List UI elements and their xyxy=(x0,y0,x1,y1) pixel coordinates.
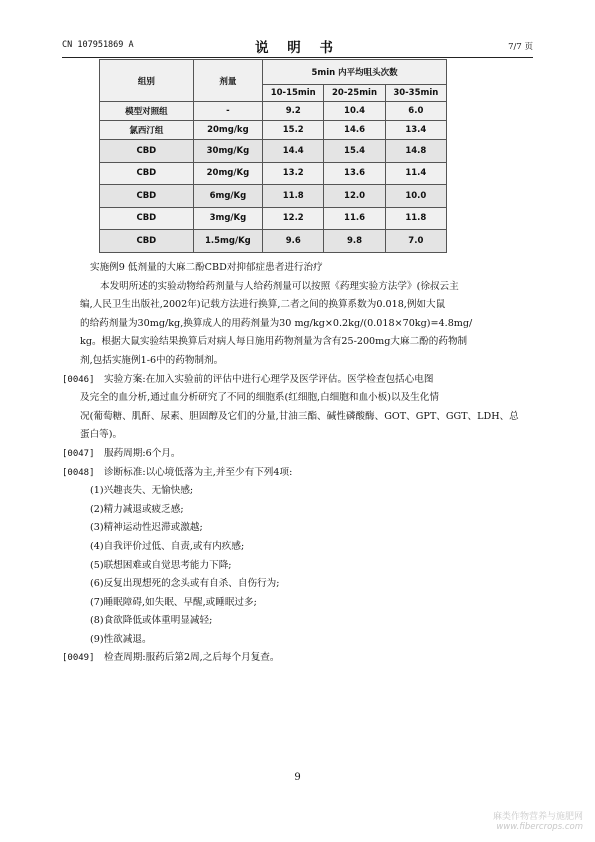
table-row xyxy=(100,207,447,230)
watermark-line: 麻类作物营养与施肥网 xyxy=(492,812,583,822)
paragraph-line: 剂,包括实施例1-6中的药物制剂。 xyxy=(80,354,224,366)
cell-dose: 6mg/Kg xyxy=(193,185,262,208)
col-interval: 20-25min xyxy=(324,85,385,102)
paragraph-line: 况(葡萄糖、肌酐、尿素、胆固醇及它们的分量,甘油三酯、碱性磷酸酶、GOT、GPT、GGT、LDH、总 xyxy=(80,410,519,422)
table-row xyxy=(100,230,447,253)
paragraph-text: 实验方案:在加入实验前的评估中进行心理学及医学评估。医学检查包括心电图 xyxy=(104,373,434,385)
col-interval: 10-15min xyxy=(263,85,324,102)
cell-value: 12.2 xyxy=(263,207,324,230)
list-item: (5)联想困难或自觉思考能力下降; xyxy=(90,559,232,571)
page-number: 9 xyxy=(294,772,301,783)
cell-value: 14.4 xyxy=(263,140,324,163)
list-item: (8)食欲降低或体重明显减轻; xyxy=(90,615,213,627)
paragraph-line: 编,人民卫生出版社,2002年)记载方法进行换算,二者之间的换算系数为0.018,例如大鼠 xyxy=(80,299,446,311)
list-item: (1)兴趣丧失、无愉快感; xyxy=(90,485,194,497)
cell-value: 13.2 xyxy=(263,162,324,185)
cell-value: 15.2 xyxy=(263,121,324,140)
doc-number: CN 107951869 A xyxy=(62,40,134,50)
cell-value: 6.0 xyxy=(385,102,446,121)
cell-group: CBD xyxy=(100,207,194,230)
cell-value: 14.6 xyxy=(324,121,385,140)
cell-value: 7.0 xyxy=(385,230,446,253)
cell-value: 11.6 xyxy=(324,207,385,230)
cell-group: CBD xyxy=(100,185,194,208)
cell-value: 9.8 xyxy=(324,230,385,253)
table-row xyxy=(100,140,447,163)
col-header-counts: 5min 内平均咀头次数 xyxy=(263,60,447,85)
cell-group: 模型对照组 xyxy=(100,102,194,121)
paragraph-line: 的给药剂量为30mg/kg,换算成人的用药剂量为30 mg/kg×0.2kg/(0.018×70kg)=4.8mg/ xyxy=(80,317,473,329)
list-item: (6)反复出现想死的念头或有自杀、自伤行为; xyxy=(90,578,280,590)
cell-group: CBD xyxy=(100,140,194,163)
paragraph-tag: [0047] xyxy=(62,448,95,459)
cell-value: 10.4 xyxy=(324,102,385,121)
cell-value: 10.0 xyxy=(385,185,446,208)
paragraph-line xyxy=(62,649,533,668)
cell-value: 14.8 xyxy=(385,140,446,163)
site-watermark xyxy=(493,809,583,832)
list-item: (7)睡眠障碍,如失眠、早醒,或睡眠过多; xyxy=(90,596,257,608)
col-header-dose: 剂量 xyxy=(193,60,262,102)
list-item: (9)性欲减退。 xyxy=(90,633,152,645)
paragraph-text: 检查周期:服药后第2周,之后每个月复查。 xyxy=(104,652,280,664)
table-row xyxy=(100,121,447,140)
cell-value: 11.4 xyxy=(385,162,446,185)
page-info: 7/7 页 xyxy=(508,42,533,52)
paragraph-line xyxy=(62,464,533,483)
col-header-group: 组别 xyxy=(100,60,194,102)
cell-dose: 20mg/kg xyxy=(193,121,262,140)
paragraph-tag: [0049] xyxy=(62,653,95,664)
paragraph-text: 诊断标准:以心境低落为主,并至少有下列4项: xyxy=(104,466,293,478)
cell-value: 11.8 xyxy=(385,207,446,230)
page-title: 说 明 书 xyxy=(255,40,340,56)
cell-dose: 3mg/Kg xyxy=(193,207,262,230)
paragraph-tag: [0048] xyxy=(62,467,95,478)
list-item: (4)自我评价过低、自责,或有内疚感; xyxy=(90,540,245,552)
table-header-row xyxy=(100,60,447,85)
paragraph-text: 服药周期:6个月。 xyxy=(104,447,181,459)
cell-value: 13.6 xyxy=(324,162,385,185)
cell-value: 9.6 xyxy=(263,230,324,253)
col-interval: 30-35min xyxy=(385,85,446,102)
paragraph-line xyxy=(62,445,533,464)
cell-value: 13.4 xyxy=(385,121,446,140)
watermark-line: www.fibercrops.com xyxy=(496,822,583,832)
paragraph-line: 本发明所述的实验动物给药剂量与人给药剂量可以按照《药理实验方法学》(徐叔云主 xyxy=(100,280,459,292)
cell-group: 氯西汀组 xyxy=(100,121,194,140)
cell-value: 12.0 xyxy=(324,185,385,208)
table-row xyxy=(100,102,447,121)
results-table xyxy=(99,59,447,253)
paragraph-line: kg。根据大鼠实验结果换算后对病人每日施用药物剂量为含有25-200mg大麻二酚的药物制 xyxy=(80,336,468,348)
cell-value: 11.8 xyxy=(263,185,324,208)
cell-dose: - xyxy=(193,102,262,121)
cell-group: CBD xyxy=(100,162,194,185)
cell-value: 15.4 xyxy=(324,140,385,163)
paragraph-line xyxy=(62,371,533,390)
body-text xyxy=(62,259,533,668)
paragraph-line: 蛋白等)。 xyxy=(80,429,123,441)
cell-dose: 30mg/Kg xyxy=(193,140,262,163)
cell-group: CBD xyxy=(100,230,194,253)
header-divider xyxy=(62,57,533,58)
table-row xyxy=(100,162,447,185)
paragraph-line: 及完全的血分析,通过血分析研究了不同的细胞系(红细胞,白细胞和血小板)以及生化情 xyxy=(80,392,439,404)
cell-dose: 1.5mg/Kg xyxy=(193,230,262,253)
list-item: (3)精神运动性迟滞或激越; xyxy=(90,522,203,534)
paragraph-tag: [0046] xyxy=(62,374,95,385)
cell-value: 9.2 xyxy=(263,102,324,121)
cell-dose: 20mg/Kg xyxy=(193,162,262,185)
example-title: 实施例9 低剂量的大麻二酚CBD对抑郁症患者进行治疗 xyxy=(90,262,323,273)
list-item: (2)精力减退或疲乏感; xyxy=(90,503,184,515)
page-header xyxy=(62,38,533,58)
table-row xyxy=(100,185,447,208)
